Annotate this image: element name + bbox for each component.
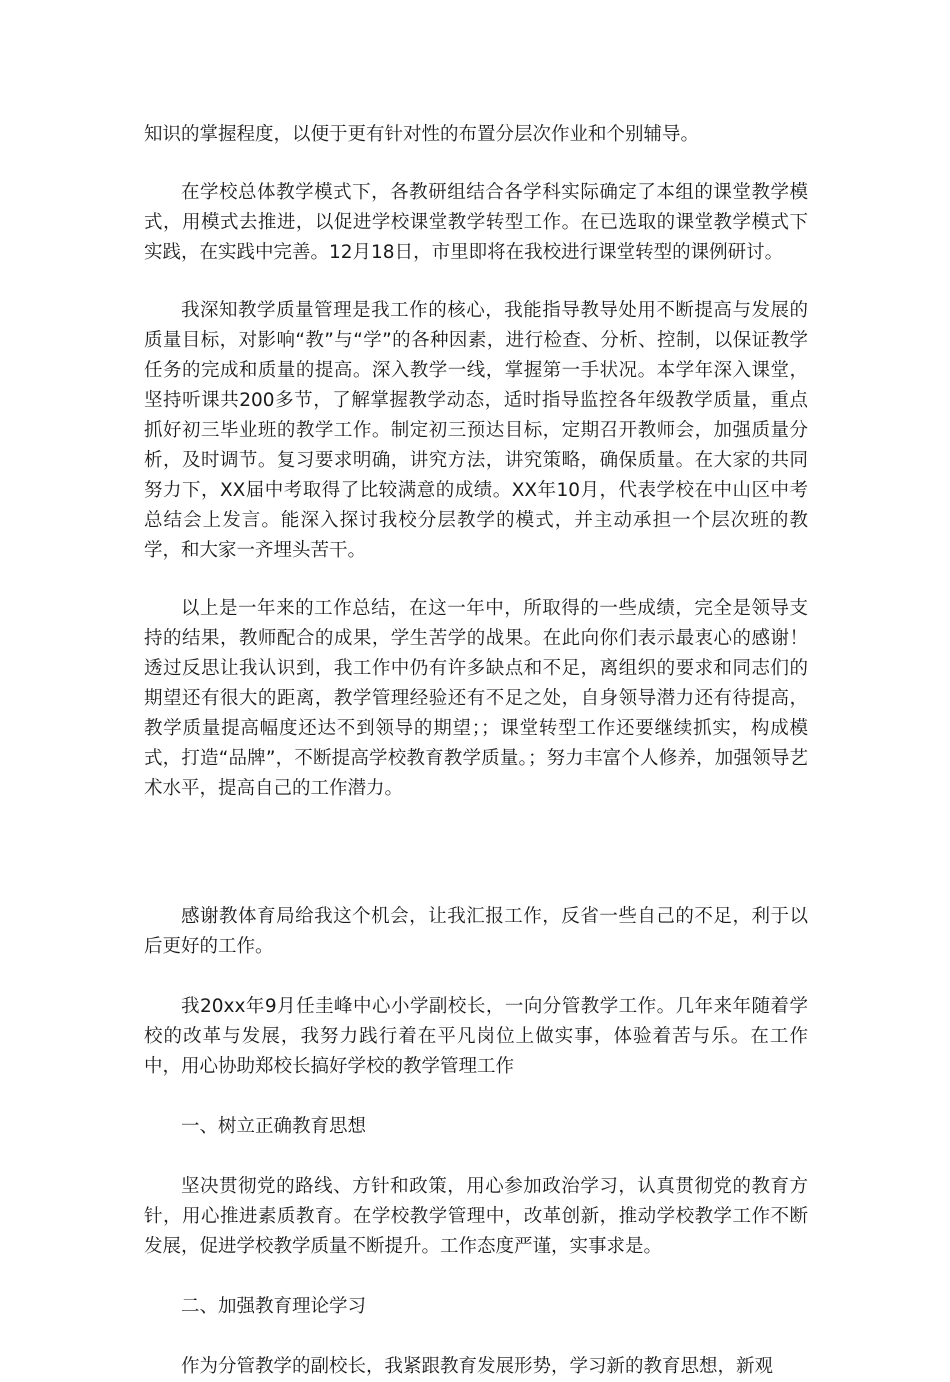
section-heading-1: 一、树立正确教育思想 — [181, 1116, 367, 1137]
section-heading-2: 二、加强教育理论学习 — [181, 1296, 367, 1317]
document-page — [144, 120, 808, 1382]
paragraph-7: 坚决贯彻党的路线、方针和政策，用心参加政治学习，认真贯彻党的教育方针，用心推进素质教育。在学校教学管理中，改革创新，推动学校教学工作不断发展，促进学校教学质量不断提升。工作态度严谨，实事求是。 — [144, 1176, 808, 1257]
paragraph-1: 知识的掌握程度，以便于更有针对性的布置分层次作业和个别辅导。 — [144, 124, 700, 145]
paragraph-3: 我深知教学质量管理是我工作的核心，我能指导教导处用不断提高与发展的质量目标，对影响“教”与“学”的各种因素，进行检查、分析、控制，以保证教学任务的完成和质量的提高。深入教学一线，掌握第一手状况。本学年深入课堂，坚持听课共200多节，了解掌握教学动态，适时指导监控各年级教学质量，重点抓好初三毕业班的教学工作。制定初三预达目标，定期召开教师会，加强质量分析，及时调节。复习要求明确，讲究方法，讲究策略，确保质量。在大家的共同努力下，XX届中考取得了比较满意的成绩。XX年10月，代表学校在中山区中考总结会上发言。能深入探讨我校分层教学的模式，并主动承担一个层次班的教学，和大家一齐埋头苦干。 — [144, 300, 808, 561]
paragraph-8: 作为分管教学的副校长，我紧跟教育发展形势，学习新的教育思想，新观 — [181, 1356, 774, 1377]
paragraph-6: 我20xx年9月任圭峰中心小学副校长，一向分管教学工作。几年来年随着学校的改革与发展，我努力践行着在平凡岗位上做实事，体验着苦与乐。在工作中，用心协助郑校长搞好学校的教学管理工作 — [144, 996, 808, 1077]
paragraph-2: 在学校总体教学模式下，各教研组结合各学科实际确定了本组的课堂教学模式，用模式去推进，以促进学校课堂教学转型工作。在已选取的课堂教学模式下实践，在实践中完善。12月18日，市里即将在我校进行课堂转型的课例研讨。 — [144, 182, 808, 263]
paragraph-4: 以上是一年来的工作总结，在这一年中，所取得的一些成绩，完全是领导支持的结果，教师配合的成果，学生苦学的战果。在此向你们表示最衷心的感谢！透过反思让我认识到，我工作中仍有许多缺点和不足，离组织的要求和同志们的期望还有很大的距离，教学管理经验还有不足之处，自身领导潜力还有待提高，教学质量提高幅度还达不到领导的期望；；课堂转型工作还要继续抓实，构成模式，打造“品牌”，不断提高学校教育教学质量。；努力丰富个人修养，加强领导艺术水平，提高自己的工作潜力。 — [144, 598, 808, 799]
paragraph-5: 感谢教体育局给我这个机会，让我汇报工作，反省一些自己的不足，利于以后更好的工作。 — [144, 906, 808, 957]
